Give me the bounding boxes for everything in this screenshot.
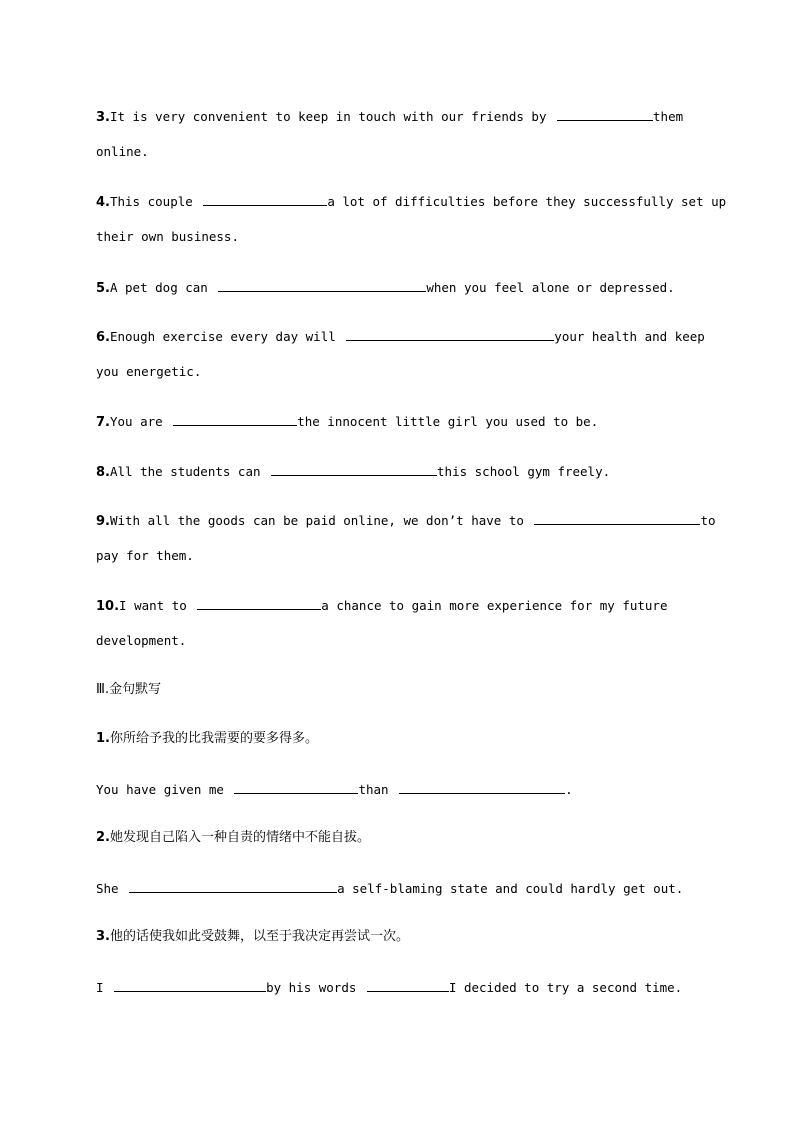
question-text: development.	[96, 633, 187, 648]
question-9-line-2	[96, 548, 194, 564]
question-text: when you feel alone or depressed.	[426, 280, 675, 295]
question-number: 4.	[96, 195, 110, 210]
question-10-line-1	[96, 597, 667, 615]
question-4-line-2	[96, 229, 239, 245]
answer-blank[interactable]	[346, 328, 554, 341]
answer-blank[interactable]	[367, 979, 449, 992]
sentence-text: by his words	[266, 980, 357, 995]
question-text: you energetic.	[96, 364, 202, 379]
question-number: 8.	[96, 465, 110, 480]
question-5	[96, 279, 675, 297]
answer-blank[interactable]	[557, 108, 653, 121]
answer-blank[interactable]	[271, 463, 437, 476]
question-6-line-2	[96, 364, 201, 380]
sentence-3-english	[96, 979, 682, 996]
question-text: their own business.	[96, 229, 239, 244]
sentence-3-chinese	[96, 929, 409, 945]
question-text: a chance to gain more experience for my future	[321, 598, 668, 613]
question-3-line-1	[96, 108, 683, 126]
answer-blank[interactable]	[399, 781, 565, 794]
question-3-line-2	[96, 144, 149, 160]
question-number: 5.	[96, 281, 110, 296]
question-text: your health and keep	[554, 329, 705, 344]
answer-blank[interactable]	[129, 880, 337, 893]
question-7	[96, 413, 598, 431]
question-text: A pet dog can	[109, 280, 208, 295]
sentence-text: I decided to try a second time.	[448, 980, 683, 995]
question-number: 10.	[96, 599, 120, 614]
sentence-text: than	[358, 782, 389, 797]
section-heading	[96, 682, 161, 698]
question-4-line-1	[96, 193, 726, 211]
sentence-number: 1.	[96, 731, 110, 746]
answer-blank[interactable]	[197, 597, 321, 610]
sentence-1-chinese	[96, 731, 318, 747]
question-9-line-1	[96, 512, 716, 530]
chinese-sentence: 你所给予我的比我需要的要多得多。	[109, 731, 318, 746]
question-text: This couple	[109, 194, 193, 209]
question-number: 6.	[96, 330, 110, 345]
sentence-text: .	[565, 782, 573, 797]
question-text: the innocent little girl you used to be.	[297, 414, 599, 429]
sentence-text: I	[96, 980, 104, 995]
question-text: this school gym freely.	[437, 464, 611, 479]
question-number: 3.	[96, 110, 110, 125]
sentence-text: a self-blaming state and could hardly get out.	[337, 881, 684, 896]
sentence-text: You have given me	[96, 782, 224, 797]
answer-blank[interactable]	[534, 512, 700, 525]
answer-blank[interactable]	[114, 979, 266, 992]
question-8	[96, 463, 610, 481]
chinese-sentence: 她发现自己陷入一种自责的情绪中不能自拔。	[109, 830, 370, 845]
answer-blank[interactable]	[234, 781, 358, 794]
question-text: online.	[96, 144, 149, 159]
answer-blank[interactable]	[218, 279, 426, 292]
section-title: Ⅲ.金句默写	[96, 682, 162, 697]
answer-blank[interactable]	[203, 193, 327, 206]
question-number: 7.	[96, 415, 110, 430]
sentence-2-english	[96, 880, 683, 897]
question-6-line-1	[96, 328, 705, 346]
sentence-number: 3.	[96, 929, 110, 944]
sentence-text: She	[96, 881, 119, 896]
sentence-2-chinese	[96, 830, 370, 846]
question-text: With all the goods can be paid online, we don’t have to	[109, 513, 524, 528]
question-text: It is very convenient to keep in touch with our friends by	[109, 109, 547, 124]
question-text: You are	[109, 414, 163, 429]
question-text: them	[653, 109, 684, 124]
question-text: Enough exercise every day will	[109, 329, 336, 344]
question-text: to	[700, 513, 716, 528]
sentence-1-english	[96, 781, 573, 798]
sentence-number: 2.	[96, 830, 110, 845]
question-number: 9.	[96, 514, 110, 529]
answer-blank[interactable]	[173, 413, 297, 426]
chinese-sentence: 他的话使我如此受鼓舞，以至于我决定再尝试一次。	[109, 929, 409, 944]
question-text: a lot of difficulties before they successfully set up	[327, 194, 727, 209]
question-text: I want to	[119, 598, 187, 613]
question-10-line-2	[96, 633, 186, 649]
question-text: pay for them.	[96, 548, 194, 563]
question-text: All the students can	[109, 464, 261, 479]
